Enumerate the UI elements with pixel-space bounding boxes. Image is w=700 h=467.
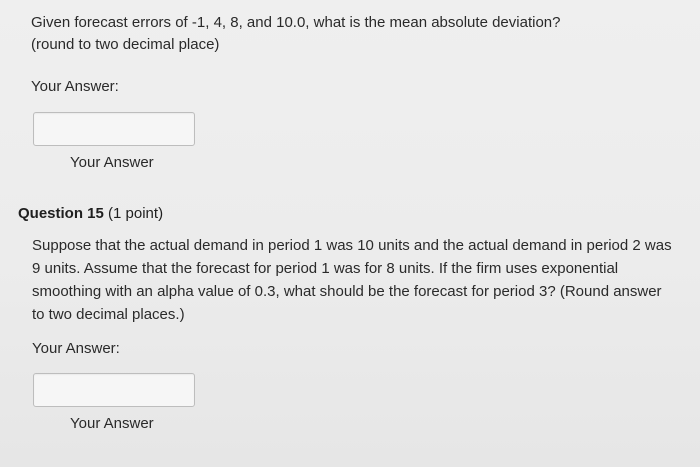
- question-14-answer-caption: Your Answer: [70, 154, 154, 171]
- question-14-line-2: (round to two decimal place): [31, 36, 220, 53]
- question-15-prompt: Suppose that the actual demand in period 1 was 10 units and the actual demand in period 2 was 9 units. Assume that the forecast for period 1 was for 8 units. If the firm uses exponential smoothing with an alpha value of 0.3, what should be the forecast for period 3? (Round answer to two decimal places.): [32, 237, 672, 323]
- question-15-answer-caption: Your Answer: [70, 415, 154, 432]
- question-15-title: Question 15: [18, 205, 104, 222]
- question-15-answer-input[interactable]: [33, 373, 195, 407]
- question-14-prompt: [31, 12, 671, 56]
- question-14-line-1: Given forecast errors of -1, 4, 8, and 10.0, what is the mean absolute deviation?: [31, 14, 561, 31]
- question-14-answer-input[interactable]: [33, 112, 195, 146]
- question-15-heading: [18, 204, 163, 224]
- question-15-answer-label: Your Answer:: [32, 340, 120, 357]
- question-14-answer-label: Your Answer:: [31, 78, 119, 95]
- question-15-points: (1 point): [108, 205, 164, 222]
